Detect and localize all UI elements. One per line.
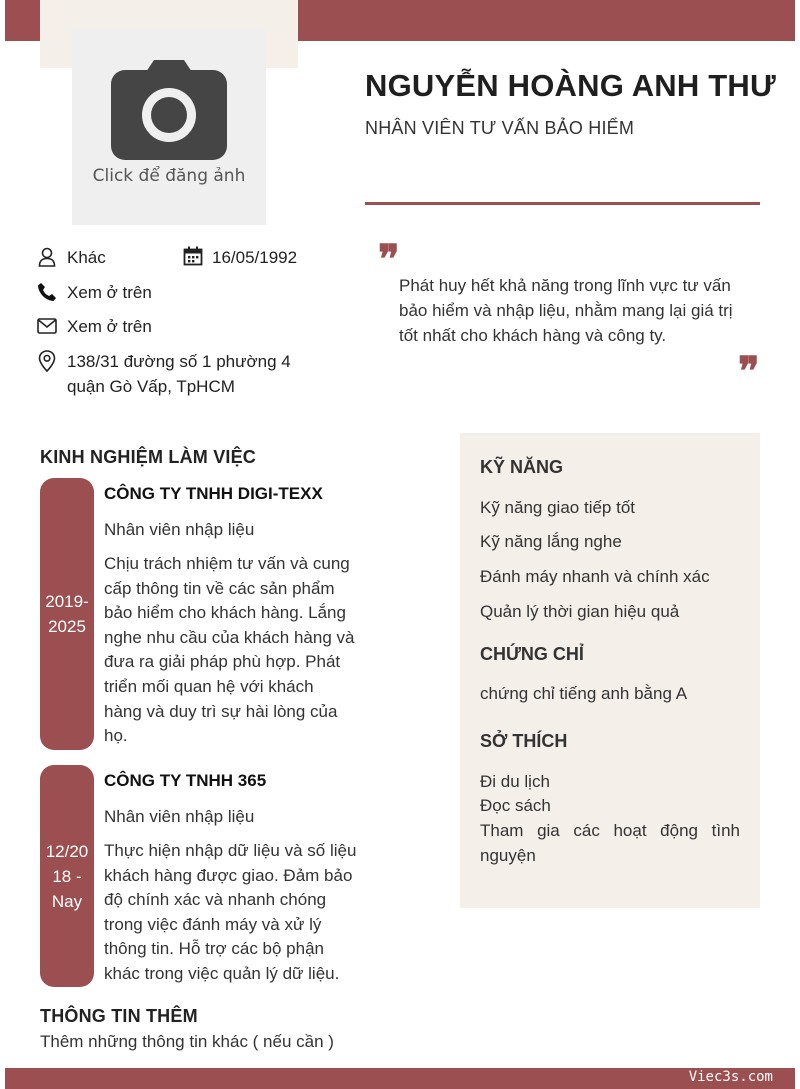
bottom-accent-bar [5,1068,795,1089]
desc-line: khách hàng được giao. Đảm bảo [104,865,353,885]
gender-value[interactable]: Khác [67,248,106,267]
job-title[interactable]: NHÂN VIÊN TƯ VẤN BẢO HIỂM [365,118,635,138]
objective-line: bảo hiểm và nhập liệu, nhằm mang lại giá trị [399,301,733,320]
candidate-name[interactable]: NGUYỄN HOÀNG ANH THƯ [365,68,776,103]
date-line: 18 - [52,866,82,886]
photo-upload-caption: Click để đăng ảnh [92,166,246,186]
job-role[interactable]: Nhân viên nhập liệu [104,520,255,539]
desc-line: cấp thông tin về các sản phẩm [104,578,335,598]
date-line: 2019- [45,592,89,611]
address-line-2[interactable]: quận Gò Vấp, TpHCM [67,377,235,396]
calendar-icon [183,246,203,266]
desc-line: khác trong việc quản lý dữ liệu. [104,963,340,983]
experience-heading: KINH NGHIỆM LÀM VIỆC [40,447,257,467]
job-description[interactable] [104,552,364,749]
open-quote-icon: ❞ [378,236,400,283]
hobbies-heading: SỞ THÍCH [480,731,568,751]
birthday-value[interactable]: 16/05/1992 [212,248,298,267]
phone-icon [37,282,57,302]
objective-line: tốt nhất cho khách hàng và công ty. [399,326,667,345]
job-role[interactable]: Nhân viên nhập liệu [104,807,255,826]
desc-line: hàng và duy trì sự hài lòng của [104,701,338,721]
email-value[interactable]: Xem ở trên [67,317,152,336]
objective-line: Phát huy hết khả năng trong lĩnh vực tư vấn [399,276,731,295]
photo-upload[interactable] [72,30,266,225]
desc-line: trong việc đánh máy và xử lý [104,914,322,934]
date-line: 12/20 [45,841,89,861]
desc-line: triển mối quan hệ với khách [104,676,314,696]
skill-item[interactable]: Kỹ năng giao tiếp tốt [480,498,636,517]
user-icon [38,247,56,267]
desc-line: độ chính xác và nhanh chóng [104,890,327,910]
additional-info-heading: THÔNG TIN THÊM [40,1006,198,1026]
desc-line: bảo hiểm cho khách hàng. Lắng [104,603,346,623]
desc-line: thông tin. Hỗ trợ các bộ phận [104,939,325,959]
location-pin-icon [38,350,56,372]
experience-date[interactable] [40,478,94,750]
desc-line: đưa ra giải pháp phù hợp. Phát [104,652,341,672]
hobby-line[interactable]: nguyện [480,846,536,865]
skill-item[interactable]: Đánh máy nhanh và chính xác [480,567,710,586]
skill-item[interactable]: Quản lý thời gian hiệu quả [480,602,680,621]
experience-date[interactable] [40,765,94,987]
hobby-line[interactable]: Tham gia các hoạt động tình [480,821,740,840]
certificates-heading: CHỨNG CHỈ [480,644,584,664]
hobby-line[interactable]: Đọc sách [480,796,551,815]
desc-line: Thực hiện nhập dữ liệu và số liệu [104,841,357,860]
desc-line: họ. [104,726,128,746]
hobby-line[interactable]: Đi du lịch [480,772,550,791]
header-divider [365,202,760,205]
mail-icon [37,318,57,334]
close-quote-icon: ❞ [738,348,760,395]
job-description[interactable] [104,839,364,987]
additional-info-text[interactable]: Thêm những thông tin khác ( nếu cần ) [40,1032,334,1051]
date-line: 2025 [48,617,86,636]
camera-icon [110,58,228,162]
company-name[interactable]: CÔNG TY TNHH DIGI-TEXX [104,484,323,503]
skill-item[interactable]: Kỹ năng lắng nghe [480,532,622,551]
phone-value[interactable]: Xem ở trên [67,283,152,302]
certificate-item[interactable]: chứng chỉ tiếng anh bằng A [480,684,688,703]
desc-line: nghe nhu cầu của khách hàng và [104,627,355,647]
date-line: Nay [51,891,83,911]
address-line-1[interactable]: 138/31 đường số 1 phường 4 [67,352,291,371]
career-objective[interactable] [399,273,744,348]
footer-brand: Viec3s.com [688,1069,773,1085]
skills-heading: KỸ NĂNG [480,457,564,477]
company-name[interactable]: CÔNG TY TNHH 365 [104,771,267,790]
desc-line: Chịu trách nhiệm tư vấn và cung [104,554,350,573]
